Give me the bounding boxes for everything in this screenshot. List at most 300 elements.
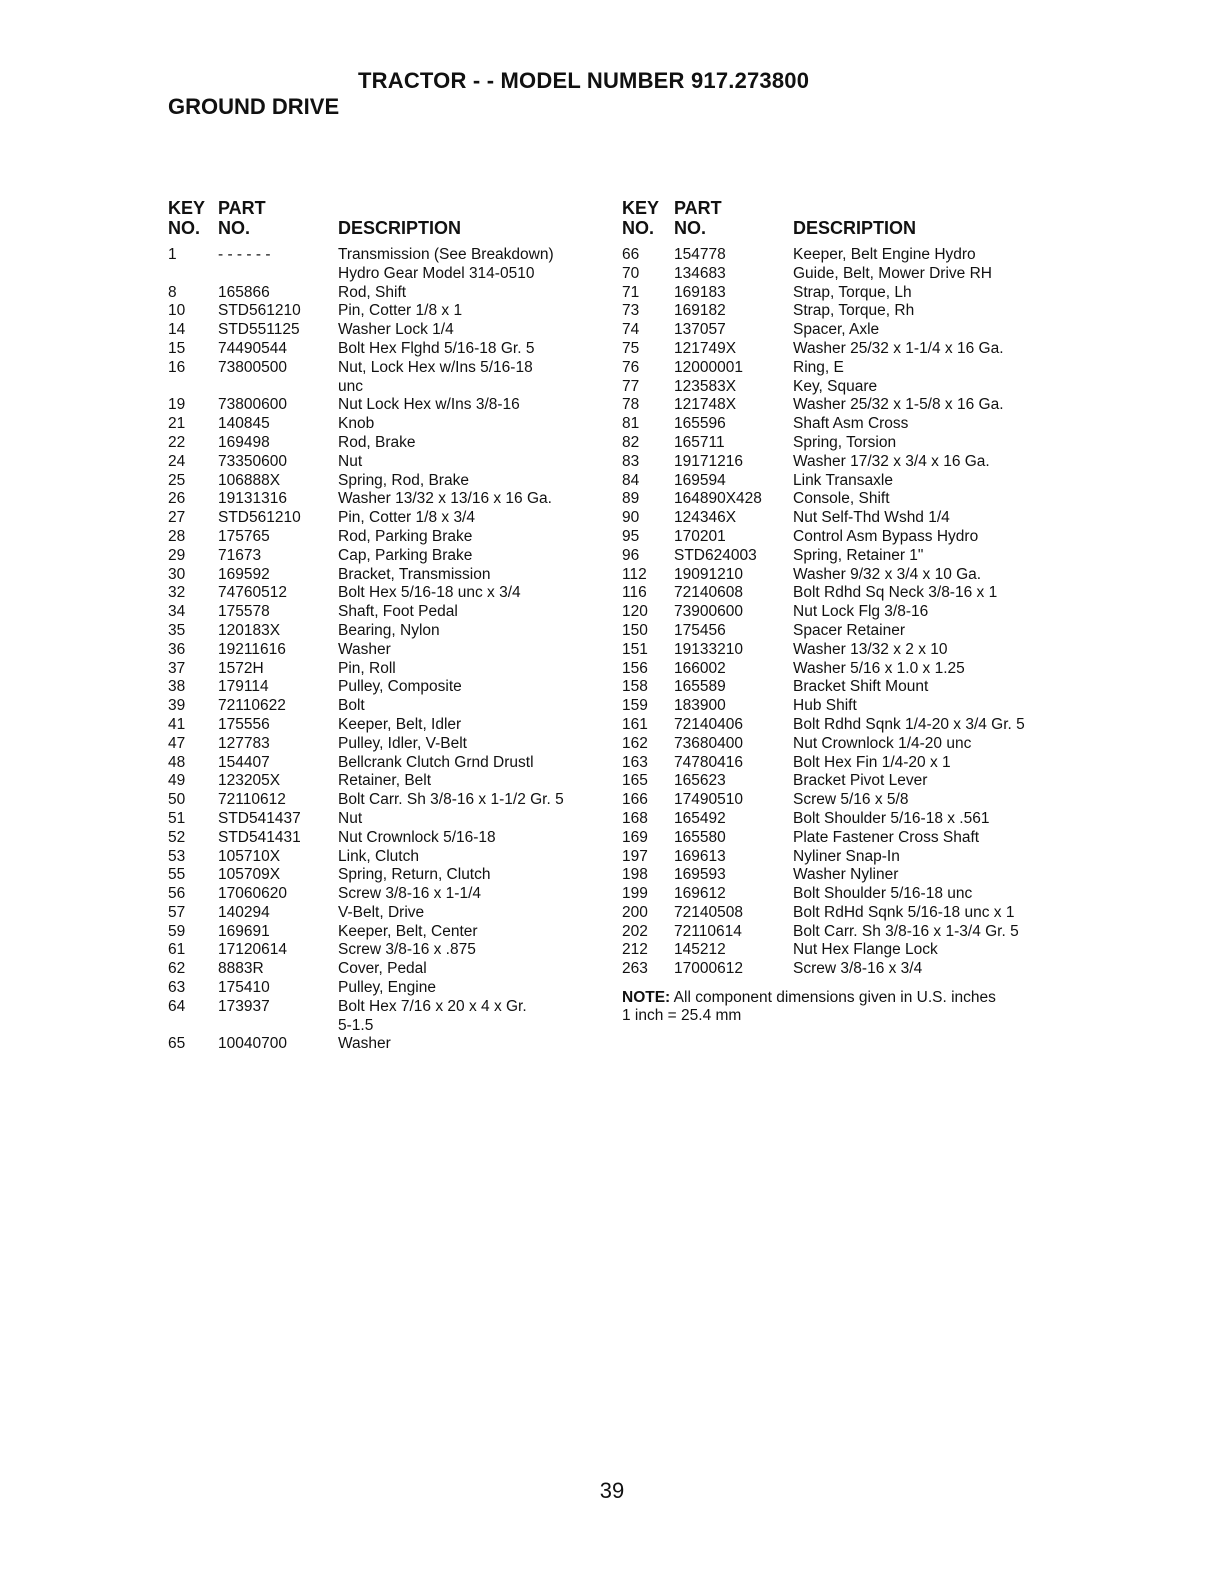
part-description: Shaft, Foot Pedal	[338, 603, 458, 621]
key-number: 41	[168, 715, 186, 733]
part-number: 72110622	[218, 697, 286, 715]
part-description: Washer 5/16 x 1.0 x 1.25	[793, 659, 965, 677]
part-number: 121748X	[674, 396, 737, 414]
key-number: 28	[168, 527, 186, 545]
table-row	[168, 509, 608, 528]
table-row	[622, 547, 1062, 566]
key-number: 53	[168, 847, 186, 865]
key-number: 50	[168, 791, 186, 809]
part-description: Bolt Carr. Sh 3/8-16 x 1-3/4 Gr. 5	[793, 922, 1019, 940]
key-number: 10	[168, 302, 186, 320]
key-number: 120	[622, 603, 648, 621]
key-number: 47	[168, 734, 186, 752]
part-description: Spring, Retainer 1"	[793, 546, 924, 564]
table-row	[622, 396, 1062, 415]
key-no-header: KEY NO.	[168, 198, 206, 238]
part-number: 166002	[674, 659, 726, 677]
parts-rows	[622, 246, 1062, 979]
table-row	[622, 528, 1062, 547]
part-description: Link Transaxle	[793, 471, 893, 489]
key-number: 166	[622, 791, 648, 809]
key-number: 95	[622, 527, 640, 545]
key-number: 37	[168, 659, 186, 677]
part-description: Bolt Rdhd Sq Neck 3/8-16 x 1	[793, 584, 998, 602]
key-number: 165	[622, 772, 648, 790]
part-description: Washer 13/32 x 2 x 10	[793, 640, 948, 658]
part-description: Washer 9/32 x 3/4 x 10 Ga.	[793, 565, 982, 583]
part-number: 120183X	[218, 621, 281, 639]
part-number: 179114	[218, 678, 269, 696]
table-row	[168, 584, 608, 603]
part-description: Pulley, Idler, V-Belt	[338, 734, 467, 752]
table-row	[168, 359, 608, 397]
part-number: 19131316	[218, 490, 287, 508]
key-number: 57	[168, 903, 186, 921]
part-number: 121749X	[674, 339, 737, 357]
table-row	[168, 1035, 608, 1054]
part-description: Screw 5/16 x 5/8	[793, 791, 909, 809]
part-number: 1572H	[218, 659, 264, 677]
part-number: 137057	[674, 321, 726, 339]
part-description: Keeper, Belt, Idler	[338, 715, 462, 733]
part-description: Washer 25/32 x 1-1/4 x 16 Ga.	[793, 339, 1004, 357]
part-number: 73800500	[218, 358, 287, 376]
table-row	[622, 754, 1062, 773]
table-row	[168, 472, 608, 491]
part-number: 17060620	[218, 885, 287, 903]
part-description: Spacer Retainer	[793, 621, 906, 639]
table-row	[622, 622, 1062, 641]
part-description: Washer	[338, 1035, 391, 1053]
part-description: Keeper, Belt Engine Hydro	[793, 246, 976, 263]
part-description: Spacer, Axle	[793, 321, 880, 339]
key-number: 73	[622, 302, 640, 320]
key-number: 71	[622, 283, 640, 301]
table-row	[622, 340, 1062, 359]
table-row	[168, 660, 608, 679]
part-number: 19091210	[674, 565, 743, 583]
table-row	[622, 829, 1062, 848]
part-description: Bolt Hex Flghd 5/16-18 Gr. 5	[338, 339, 535, 357]
part-description: Spring, Torsion	[793, 433, 897, 451]
column-headers	[168, 198, 608, 242]
part-description: Bearing, Nylon	[338, 621, 440, 639]
key-number: 55	[168, 866, 186, 884]
table-row	[168, 641, 608, 660]
table-row	[622, 904, 1062, 923]
part-number: 170201	[674, 527, 726, 545]
part-number: 165866	[218, 283, 270, 301]
description-header: DESCRIPTION	[793, 218, 917, 238]
key-number: 76	[622, 358, 640, 376]
table-row	[168, 754, 608, 773]
key-number: 16	[168, 358, 186, 376]
description-header: DESCRIPTION	[338, 218, 462, 238]
table-row	[168, 735, 608, 754]
table-row	[168, 246, 608, 284]
table-row	[622, 509, 1062, 528]
table-row	[622, 848, 1062, 867]
part-number: 175410	[218, 979, 270, 997]
part-number: 169612	[674, 885, 726, 903]
part-description: Nut	[338, 452, 363, 470]
part-description: Washer	[338, 640, 391, 658]
key-number: 64	[168, 997, 186, 1015]
table-row	[622, 923, 1062, 942]
table-row	[622, 284, 1062, 303]
part-description: Rod, Brake	[338, 433, 416, 451]
part-number: 165711	[674, 433, 725, 451]
key-number: 49	[168, 772, 186, 790]
table-row	[622, 716, 1062, 735]
part-description: Guide, Belt, Mower Drive RH	[793, 264, 992, 282]
part-description: Pin, Cotter 1/8 x 3/4	[338, 509, 475, 527]
part-description: Bolt Rdhd Sqnk 1/4-20 x 3/4 Gr. 5	[793, 715, 1025, 733]
part-number: 124346X	[674, 509, 737, 527]
part-number: 165623	[674, 772, 726, 790]
key-number: 29	[168, 546, 186, 564]
part-number: STD561210	[218, 302, 301, 320]
part-description: Washer Lock 1/4	[338, 321, 454, 339]
dimensions-note	[622, 989, 1062, 1025]
key-number: 59	[168, 922, 186, 940]
page-number: 39	[599, 1478, 625, 1503]
table-row	[168, 829, 608, 848]
part-description: Bolt Hex 7/16 x 20 x 4 x Gr. 5-1.5	[338, 997, 527, 1034]
part-number: 169183	[674, 283, 726, 301]
part-number: 105710X	[218, 847, 281, 865]
part-number: STD561210	[218, 509, 301, 527]
table-row	[168, 434, 608, 453]
part-number: 19211616	[218, 640, 286, 658]
table-row	[622, 660, 1062, 679]
key-number: 30	[168, 565, 186, 583]
part-number: 164890X428	[674, 490, 762, 508]
key-number: 27	[168, 509, 186, 527]
table-row	[622, 791, 1062, 810]
part-number: 19171216	[674, 452, 743, 470]
key-number: 263	[622, 960, 648, 978]
key-number: 81	[622, 415, 640, 433]
parts-rows	[168, 246, 608, 1054]
key-number: 25	[168, 471, 186, 489]
part-number: 165589	[674, 678, 726, 696]
section-title: GROUND DRIVE	[168, 94, 340, 119]
key-number: 24	[168, 452, 186, 470]
part-description: Pin, Cotter 1/8 x 1	[338, 302, 463, 320]
key-number: 198	[622, 866, 648, 884]
key-number: 82	[622, 433, 640, 451]
table-row	[622, 584, 1062, 603]
part-number: 72140608	[674, 584, 743, 602]
part-number: 169613	[674, 847, 726, 865]
part-number: 175556	[218, 715, 270, 733]
part-description: Bracket Pivot Lever	[793, 772, 928, 790]
key-number: 96	[622, 546, 640, 564]
table-row	[168, 547, 608, 566]
part-number: 8883R	[218, 960, 264, 978]
part-number: 154778	[674, 246, 726, 263]
key-number: 151	[622, 640, 648, 658]
part-number: 123205X	[218, 772, 281, 790]
key-number: 66	[622, 246, 640, 263]
key-number: 52	[168, 828, 186, 846]
part-number: 73900600	[674, 603, 743, 621]
key-number: 75	[622, 339, 640, 357]
part-number: 173937	[218, 997, 270, 1015]
key-number: 77	[622, 377, 640, 395]
part-number: 140845	[218, 415, 270, 433]
table-row	[622, 265, 1062, 284]
table-row	[168, 302, 608, 321]
part-number: 72140406	[674, 715, 743, 733]
part-number: 175578	[218, 603, 270, 621]
key-number: 78	[622, 396, 640, 414]
key-number: 35	[168, 621, 186, 639]
key-number: 39	[168, 697, 186, 715]
part-description: Bolt Hex Fin 1/4-20 x 1	[793, 753, 951, 771]
part-description: Keeper, Belt, Center	[338, 922, 478, 940]
key-number: 14	[168, 321, 186, 339]
table-row	[622, 885, 1062, 904]
table-row	[622, 641, 1062, 660]
part-description: Knob	[338, 415, 375, 433]
key-number: 162	[622, 734, 648, 752]
table-row	[168, 810, 608, 829]
part-number: 165596	[674, 415, 726, 433]
part-number: 183900	[674, 697, 726, 715]
key-number: 161	[622, 715, 648, 733]
table-row	[168, 396, 608, 415]
table-row	[168, 716, 608, 735]
part-number: 17000612	[674, 960, 743, 978]
part-number: 140294	[218, 903, 270, 921]
key-number: 34	[168, 603, 186, 621]
part-description: Nut Crownlock 5/16-18	[338, 828, 496, 846]
part-number: 74490544	[218, 339, 287, 357]
part-description: Pin, Roll	[338, 659, 396, 677]
key-number: 62	[168, 960, 186, 978]
key-number: 200	[622, 903, 648, 921]
part-description: Pulley, Composite	[338, 678, 462, 696]
key-number: 212	[622, 941, 648, 959]
key-number: 197	[622, 847, 648, 865]
part-description: Screw 3/8-16 x 3/4	[793, 960, 923, 978]
table-row	[168, 998, 608, 1036]
key-number: 22	[168, 433, 186, 451]
key-number: 1	[168, 246, 177, 263]
part-description: Retainer, Belt	[338, 772, 432, 790]
part-description: Shaft Asm Cross	[793, 415, 909, 433]
parts-list-right	[622, 198, 1062, 1025]
part-description: Bolt RdHd Sqnk 5/16-18 unc x 1	[793, 903, 1015, 921]
part-number: 17120614	[218, 941, 287, 959]
part-number: 169498	[218, 433, 270, 451]
part-number: 165492	[674, 809, 726, 827]
part-number: STD624003	[674, 546, 757, 564]
key-number: 169	[622, 828, 648, 846]
part-description: Washer 13/32 x 13/16 x 16 Ga.	[338, 490, 552, 508]
key-number: 156	[622, 659, 648, 677]
part-number: 74760512	[218, 584, 287, 602]
key-number: 89	[622, 490, 640, 508]
part-description: Control Asm Bypass Hydro	[793, 527, 979, 545]
key-number: 26	[168, 490, 186, 508]
key-number: 159	[622, 697, 648, 715]
table-row	[168, 885, 608, 904]
part-description: Nyliner Snap-In	[793, 847, 900, 865]
part-number: 71673	[218, 546, 262, 564]
part-description: Spring, Rod, Brake	[338, 471, 469, 489]
part-number: STD541431	[218, 828, 301, 846]
table-row	[168, 923, 608, 942]
part-description: Pulley, Engine	[338, 979, 436, 997]
table-row	[622, 415, 1062, 434]
key-number: 19	[168, 396, 186, 414]
key-no-header: KEY NO.	[622, 198, 660, 238]
part-number: 169594	[674, 471, 726, 489]
table-row	[168, 340, 608, 359]
key-number: 15	[168, 339, 186, 357]
key-number: 83	[622, 452, 640, 470]
part-number: - - - - - -	[218, 246, 271, 263]
part-description: Key, Square	[793, 377, 878, 395]
part-description: Nut Hex Flange Lock	[793, 941, 938, 959]
table-row	[622, 434, 1062, 453]
part-number: 72110614	[674, 922, 742, 940]
key-number: 74	[622, 321, 640, 339]
table-row	[622, 678, 1062, 697]
part-description: Bolt Hex 5/16-18 unc x 3/4	[338, 584, 521, 602]
table-row	[622, 941, 1062, 960]
part-number: 169592	[218, 565, 270, 583]
key-number: 63	[168, 979, 186, 997]
table-row	[622, 772, 1062, 791]
part-number: 19133210	[674, 640, 743, 658]
key-number: 163	[622, 753, 648, 771]
key-number: 116	[622, 584, 647, 602]
key-number: 32	[168, 584, 186, 602]
table-row	[168, 603, 608, 622]
column-headers	[622, 198, 1062, 242]
part-description: Cap, Parking Brake	[338, 546, 473, 564]
table-row	[622, 490, 1062, 509]
table-row	[622, 302, 1062, 321]
key-number: 158	[622, 678, 648, 696]
key-number: 150	[622, 621, 648, 639]
key-number: 61	[168, 941, 186, 959]
key-number: 70	[622, 264, 640, 282]
table-row	[168, 979, 608, 998]
part-description: Console, Shift	[793, 490, 890, 508]
part-description: Screw 3/8-16 x 1-1/4	[338, 885, 482, 903]
table-row	[168, 528, 608, 547]
table-row	[622, 378, 1062, 397]
table-row	[622, 960, 1062, 979]
part-description: Bellcrank Clutch Grnd Drustl	[338, 753, 534, 771]
key-number: 84	[622, 471, 640, 489]
part-number: 10040700	[218, 1035, 287, 1053]
key-number: 36	[168, 640, 186, 658]
table-row	[622, 697, 1062, 716]
table-row	[622, 453, 1062, 472]
table-row	[168, 490, 608, 509]
parts-list-left	[168, 198, 608, 1054]
key-number: 56	[168, 885, 186, 903]
part-description: Bolt Shoulder 5/16-18 x .561	[793, 809, 990, 827]
table-row	[622, 603, 1062, 622]
part-description: Rod, Shift	[338, 283, 407, 301]
part-description: V-Belt, Drive	[338, 903, 425, 921]
part-description: Bolt Shoulder 5/16-18 unc	[793, 885, 973, 903]
part-number: 106888X	[218, 471, 281, 489]
part-number: 12000001	[674, 358, 743, 376]
part-number: 72110612	[218, 791, 286, 809]
part-description: Bracket, Transmission	[338, 565, 491, 583]
part-number: STD541437	[218, 809, 301, 827]
part-number: 105709X	[218, 866, 281, 884]
part-number: 123583X	[674, 377, 737, 395]
part-description: Nut	[338, 809, 363, 827]
table-row	[622, 735, 1062, 754]
part-description: Nut Lock Hex w/Ins 3/8-16	[338, 396, 520, 414]
part-description: Bolt	[338, 697, 365, 715]
part-no-header: PART NO.	[674, 198, 722, 238]
table-row	[168, 866, 608, 885]
part-description: Washer Nyliner	[793, 866, 899, 884]
part-number: 127783	[218, 734, 270, 752]
part-number: 17490510	[674, 791, 743, 809]
part-description: Nut Lock Flg 3/8-16	[793, 603, 929, 621]
part-description: Screw 3/8-16 x .875	[338, 941, 476, 959]
part-description: Plate Fastener Cross Shaft	[793, 828, 980, 846]
table-row	[168, 678, 608, 697]
part-description: Strap, Torque, Lh	[793, 283, 912, 301]
part-no-header: PART NO.	[218, 198, 266, 238]
table-row	[622, 246, 1062, 265]
part-description: Washer 25/32 x 1-5/8 x 16 Ga.	[793, 396, 1004, 414]
table-row	[622, 321, 1062, 340]
part-number: 74780416	[674, 753, 743, 771]
table-row	[168, 321, 608, 340]
part-description: Transmission (See Breakdown) Hydro Gear Model 314-0510	[338, 246, 554, 282]
table-row	[168, 415, 608, 434]
table-row	[168, 904, 608, 923]
part-number: 169691	[218, 922, 270, 940]
part-description: Washer 17/32 x 3/4 x 16 Ga.	[793, 452, 990, 470]
part-description: Nut Self-Thd Wshd 1/4	[793, 509, 950, 527]
part-description: Spring, Return, Clutch	[338, 866, 491, 884]
table-row	[622, 359, 1062, 378]
table-row	[168, 848, 608, 867]
part-number: 154407	[218, 753, 270, 771]
table-row	[622, 866, 1062, 885]
table-row	[168, 566, 608, 585]
key-number: 90	[622, 509, 640, 527]
part-description: Nut, Lock Hex w/Ins 5/16-18 unc	[338, 358, 533, 395]
table-row	[622, 566, 1062, 585]
table-row	[168, 772, 608, 791]
table-row	[168, 941, 608, 960]
part-number: 175456	[674, 621, 726, 639]
table-row	[168, 791, 608, 810]
part-description: Ring, E	[793, 358, 844, 376]
key-number: 168	[622, 809, 648, 827]
part-description: Rod, Parking Brake	[338, 527, 473, 545]
part-description: Hub Shift	[793, 697, 857, 715]
key-number: 65	[168, 1035, 186, 1053]
note-text: All component dimensions given in U.S. inches	[670, 989, 996, 1007]
